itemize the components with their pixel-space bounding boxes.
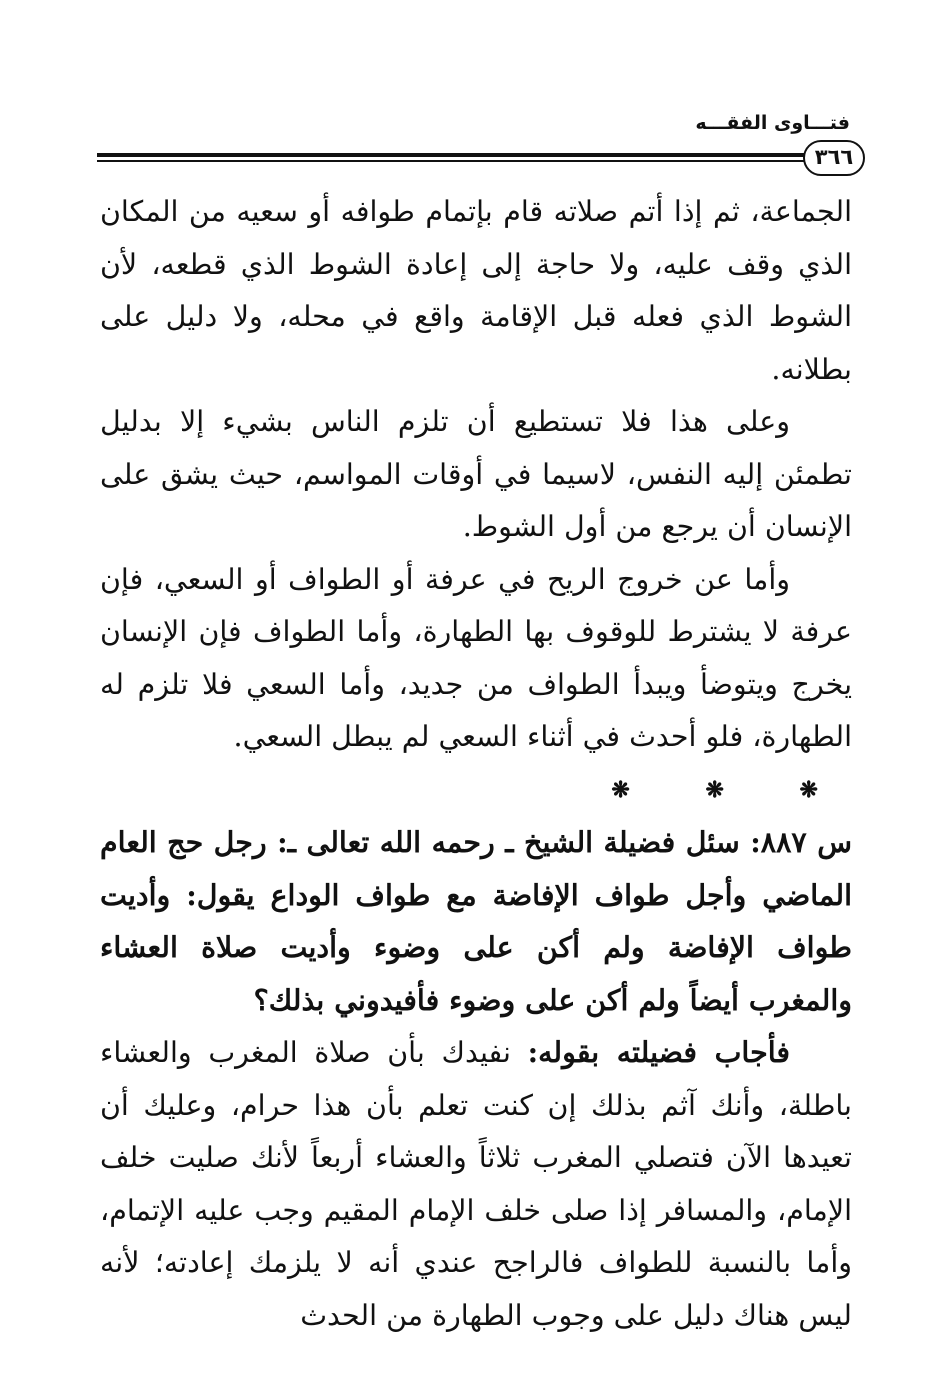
section-separator: ❋ ❋ ❋ (611, 776, 852, 803)
paragraph-continuation: الجماعة، ثم إذا أتم صلاته قام بإتمام طوافه أو سعيه من المكان الذي وقف عليه، ولا حاجة إلى إعادة الشوط الذي قطعه، لأن الشوط الذي فعله قبل الإقامة واقع في محله، ولا دليل على بطلانه. (100, 195, 852, 386)
paragraph-wind-in-arafah: وأما عن خروج الريح في عرفة أو الطواف أو السعي، فإن عرفة لا يشترط للوقوف بها الطهارة، وأما الطواف فإن الإنسان يخرج ويتوضأ ويبدأ الطواف من جديد، وأما السعي فلا تلزم له الطهارة، فلو أحدث في أثناء السعي لم يبطل السعي. (100, 562, 852, 753)
running-head: فتـــاوى الفقـــه (695, 112, 850, 134)
page-number: ٣٦٦ (803, 140, 865, 176)
paragraph-people-obligation: وعلى هذا فلا تستطيع أن تلزم الناس بشيء إلا بدليل تطمئن إليه النفس، لاسيما في أوقات المواسم، حيث يشق على الإنسان أن يرجع من أول الشوط. (100, 405, 852, 543)
header-rule-thin (97, 160, 807, 162)
body-text (100, 186, 852, 1342)
question-887: س ٨٨٧: سئل فضيلة الشيخ ـ رحمه الله تعالى ـ: رجل حج العام الماضي وأجل طواف الإفاضة مع طواف الوداع يقول: وأديت طواف الإفاضة ولم أكن على وضوء وأديت صلاة العشاء والمغرب أيضاً ولم أكن على وضوء فأفيدوني بذلك؟ (100, 825, 852, 1017)
header-rule-thick (97, 153, 807, 157)
answer-lead: فأجاب فضيلته بقوله: (527, 1035, 791, 1069)
answer-text: نفيدك بأن صلاة المغرب والعشاء باطلة، وأنك آثم بذلك إن كنت تعلم بأن هذا حرام، وعليك أن تعيدها الآن فتصلي المغرب ثلاثاً والعشاء أربعاً لأنك صليت خلف الإمام، والمسافر إذا صلى خلف الإمام المقيم وجب عليه الإتمام، وأما بالنسبة للطواف فالراجح عندي أنه لا يلزمك إعادته؛ لأنه ليس هناك دليل على وجوب الطهارة من الحدث (100, 1036, 852, 1332)
answer-paragraph (100, 1026, 852, 1342)
